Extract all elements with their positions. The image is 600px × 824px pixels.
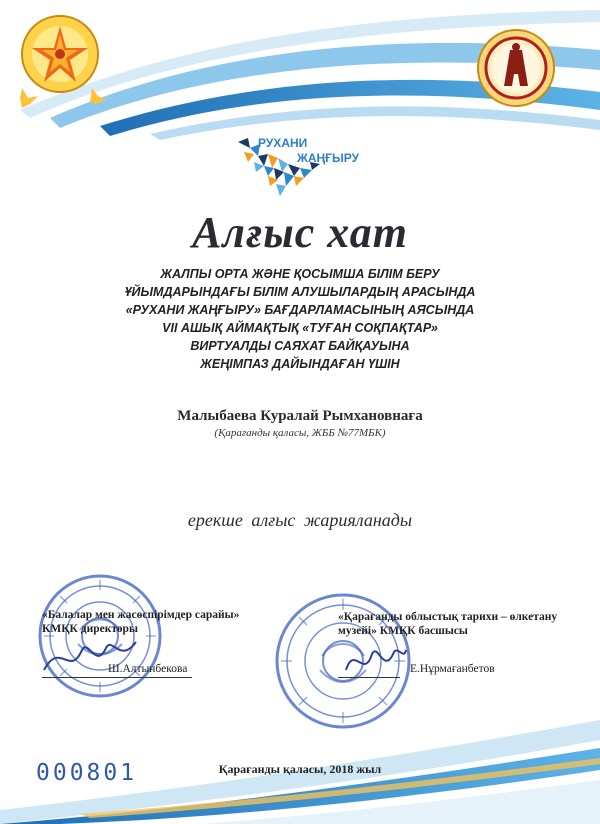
announcement: ерекше алғыс жарияланады	[187, 510, 413, 530]
reason-line-4: VII АШЫҚ АЙМАҚТЫҚ «ТУҒАН СОҚПАҚТАР»	[162, 321, 438, 335]
reason-line-6: ЖЕҢІМПАЗ ДАЙЫНДАҒАН ҮШІН	[200, 357, 400, 371]
left-org-line-2: КМҚК директоры	[42, 623, 138, 635]
right-signer-name: Е.Нұрмағанбетов	[410, 663, 495, 675]
reason-line-2: ҰЙЫМДАРЫНДАҒЫ БІЛІМ АЛУШЫЛАРДЫҢ АРАСЫНДА	[124, 285, 476, 299]
brand-line-1: РУХАНИ	[258, 136, 308, 150]
recipient-name: Малыбаева Куралай Рымхановнаға	[177, 408, 423, 424]
right-signatory-org	[338, 610, 557, 638]
palace-emblem-logo	[14, 10, 106, 108]
reason-line-1: ЖАЛПЫ ОРТА ЖӘНЕ ҚОСЫМША БІЛІМ БЕРУ	[160, 267, 440, 281]
brand-line-2: ЖАҢҒЫРУ	[297, 151, 360, 165]
left-signature-line	[42, 677, 192, 678]
serial-number: 000801	[36, 760, 138, 786]
left-signatory-org	[42, 608, 239, 636]
left-signer-name: Ш.Алтынбекова	[108, 663, 188, 675]
right-org-line-1: «Қарағанды облыстық тарихи – өлкетану	[338, 611, 558, 623]
reason-line-3: «РУХАНИ ЖАҢҒЫРУ» БАҒДАРЛАМАСЫНЫҢ АЯСЫНДА	[125, 303, 475, 317]
right-org-line-2: музейі» КМҚК басшысы	[338, 625, 468, 637]
left-org-line-1: «Балалар мен жасөспірімдер сарайы»	[42, 609, 240, 621]
right-signature-line	[338, 677, 400, 678]
place-and-date: Қарағанды қаласы, 2018 жыл	[218, 762, 382, 776]
museum-seal-logo	[476, 28, 556, 108]
reason-line-5: ВИРТУАЛДЫ САЯХАТ БАЙҚАУЫНА	[190, 339, 410, 353]
certificate-headline: Алғыс хат	[192, 208, 408, 257]
recipient-organization: (Қарағанды қаласы, ЖББ №77МБК)	[214, 427, 386, 439]
